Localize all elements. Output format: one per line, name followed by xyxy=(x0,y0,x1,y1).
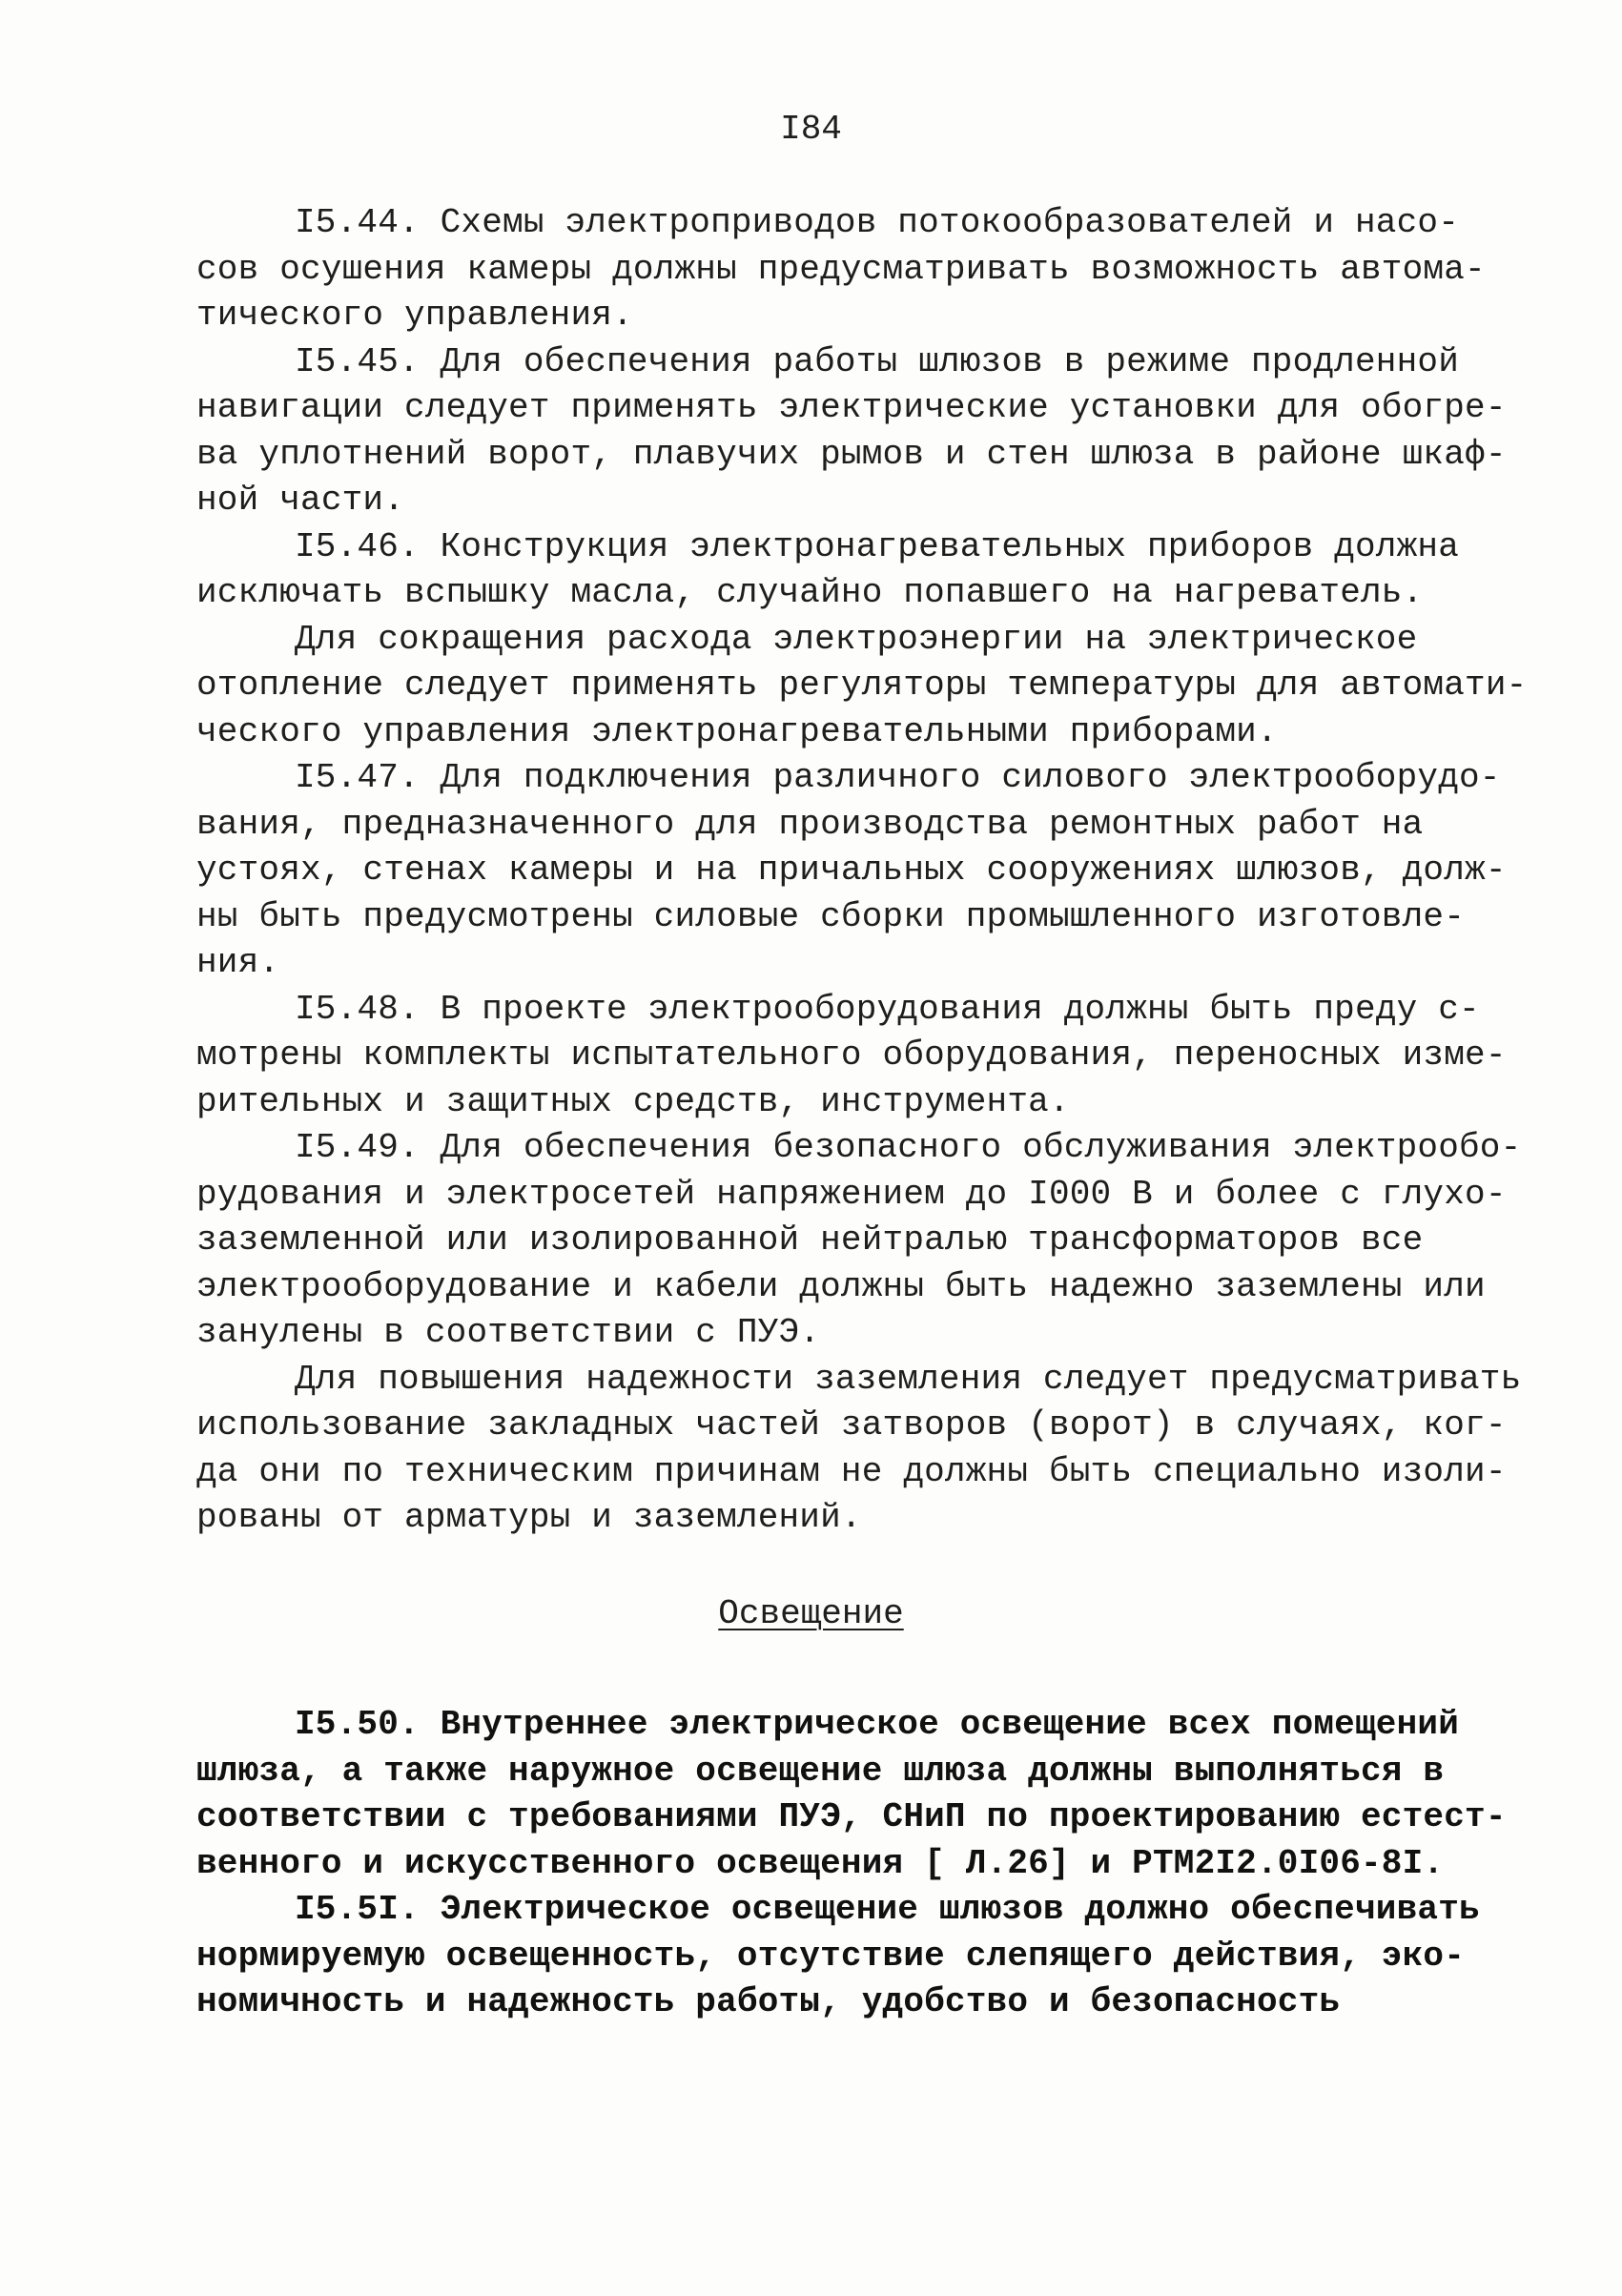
text-line: ва уплотнений ворот, плавучих рымов и стен шлюза в районе шкаф- xyxy=(196,434,1507,474)
text-line: номичность и надежность работы, удобство и безопасность xyxy=(196,1982,1341,2021)
text-line: I5.46. Конструкция электронагревательных приборов должна xyxy=(295,526,1459,566)
text-line: ческого управления электронагревательными приборами. xyxy=(196,711,1278,751)
text-line: нормируемую освещенность, отсутствие слепящего действия, эко- xyxy=(196,1936,1466,1976)
lighting-text-block xyxy=(196,1702,1507,2026)
text-line: шлюза, а также наружное освещение шлюза должны выполняться в xyxy=(196,1751,1445,1791)
text-line: устоях, стенах камеры и на причальных сооружениях шлюзов, долж- xyxy=(196,851,1507,890)
page-number: I84 xyxy=(780,110,842,149)
text-line: вания, предназначенного для производства ремонтных работ на xyxy=(196,804,1424,844)
text-line: тического управления. xyxy=(196,296,633,335)
text-line: I5.48. В проекте электрооборудования должны быть преду с- xyxy=(295,989,1480,1029)
body-text-block xyxy=(196,200,1528,1542)
text-line: I5.50. Внутреннее электрическое освещение всех помещений xyxy=(295,1705,1459,1744)
section-heading-text: Освещение xyxy=(718,1594,904,1633)
text-line: соответствии с требованиями ПУЭ, СНиП по проектированию естест- xyxy=(196,1797,1507,1836)
text-line: использование закладных частей затворов (ворот) в случаях, ког- xyxy=(196,1405,1507,1445)
text-line: I5.47. Для подключения различного силового электрооборудо- xyxy=(295,758,1501,797)
text-line: рудования и электросетей напряжением до I000 В и более с глухо- xyxy=(196,1174,1507,1214)
text-line: I5.5I. Электрическое освещение шлюзов должно обеспечивать xyxy=(295,1890,1480,1929)
text-line: заземленной или изолированной нейтралью трансформаторов все xyxy=(196,1220,1424,1260)
text-line: сов осушения камеры должны предусматривать возможность автома- xyxy=(196,249,1486,289)
text-line: рованы от арматуры и заземлений. xyxy=(196,1498,862,1537)
text-line: исключать вспышку масла, случайно попавшего на нагреватель. xyxy=(196,573,1424,612)
text-line: I5.49. Для обеспечения безопасного обслуживания электрообо- xyxy=(295,1128,1522,1167)
text-line: да они по техническим причинам не должны быть специально изоли- xyxy=(196,1451,1507,1491)
text-line: ны быть предусмотрены силовые сборки промышленного изготовле- xyxy=(196,896,1466,936)
section-heading xyxy=(0,1591,1622,1637)
text-line: I5.44. Схемы электроприводов потокообразователей и насо- xyxy=(295,203,1459,242)
text-line: рительных и защитных средств, инструмента. xyxy=(196,1081,1070,1121)
text-line: ния. xyxy=(196,943,280,982)
text-line: отопление следует применять регуляторы температуры для автомати- xyxy=(196,666,1528,705)
text-line: Для сокращения расхода электроэнергии на электрическое xyxy=(295,619,1418,659)
text-line: занулены в соответствии с ПУЭ. xyxy=(196,1313,821,1352)
text-line: Для повышения надежности заземления следует предусматривать xyxy=(295,1359,1522,1399)
text-line: электрооборудование и кабели должны быть надежно заземлены или xyxy=(196,1266,1486,1306)
text-line: венного и искусственного освещения [ Л.26] и РТМ2I2.0I06-8I. xyxy=(196,1843,1445,1883)
text-line: I5.45. Для обеспечения работы шлюзов в режиме продленной xyxy=(295,341,1459,381)
text-line: ной части. xyxy=(196,481,405,520)
text-line: мотрены комплекты испытательного оборудования, переносных изме- xyxy=(196,1035,1507,1075)
text-line: навигации следует применять электрические установки для обогре- xyxy=(196,388,1507,427)
